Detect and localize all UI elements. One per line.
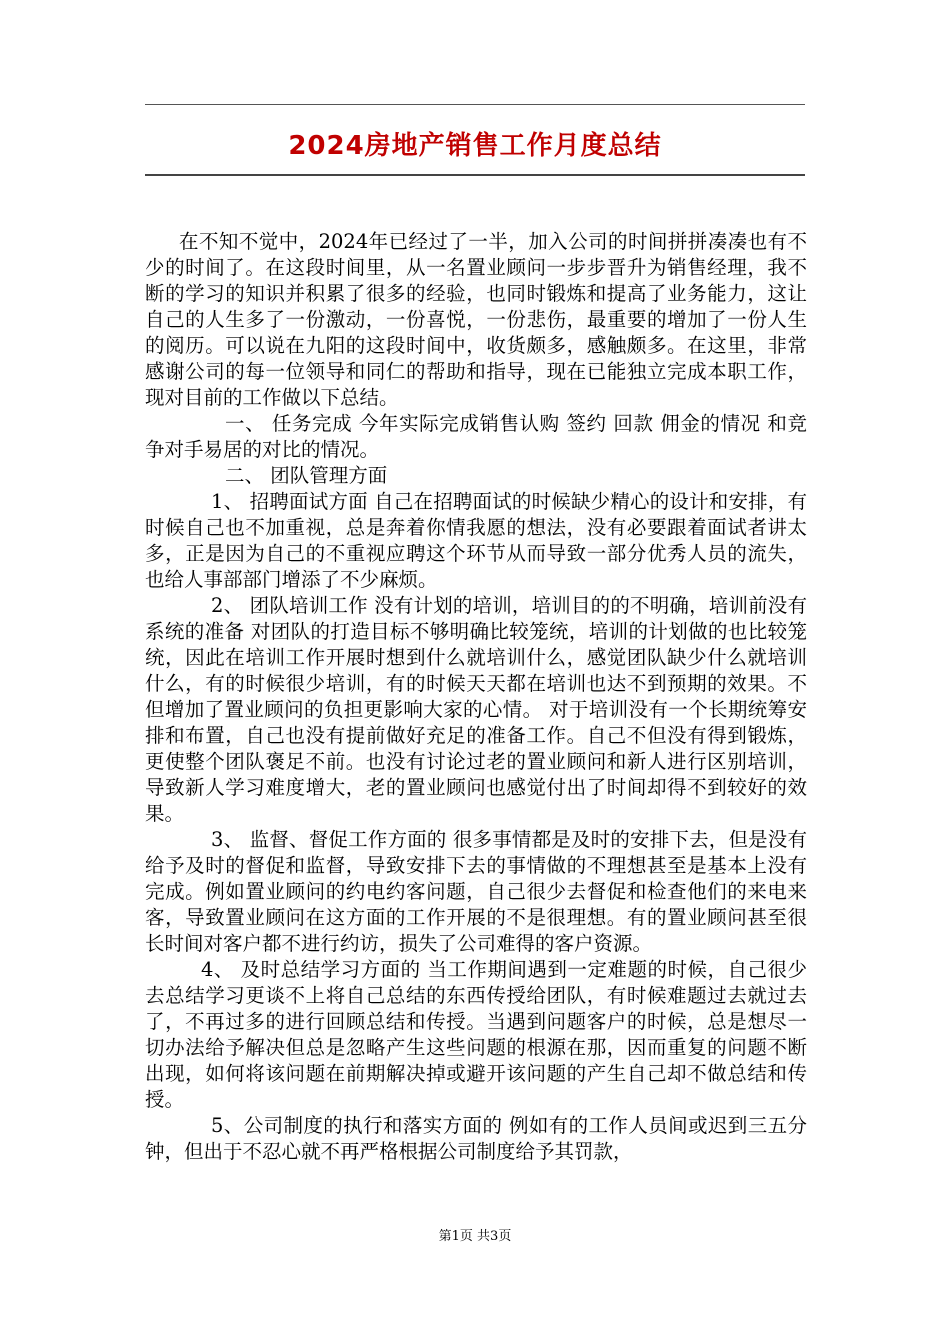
paragraph: 5、公司制度的执行和落实方面的 例如有的工作人员间或迟到三五分钟，但出于不忍心就不再严格根据公司制度给予其罚款， xyxy=(145,1114,807,1163)
page-number: 第1页 共3页 xyxy=(438,1229,512,1244)
paragraph: 2、 团队培训工作 没有计划的培训，培训目的的不明确，培训前没有系统的准备 对团队的打造目标不够明确比较笼统，培训的计划做的也比较笼统，因此在培训工作开展时想到什么就培训什么，感觉团队缺少什么就培训什么，有的时候很少培训，有的时候天天都在培训也达不到预期的效果。不但增加了置业顾问的负担更影响大家的心情。 对于培训没有一个长期统筹安排和布置，自己也没有提前做好充足的准备工作。自己不但没有得到锻炼，更使整个团队褒足不前。也没有讨论过老的置业顾问和新人进行区别培训，导致新人学习难度增大，老的置业顾问也感觉付出了时间却得不到较好的效果。 xyxy=(145,594,807,825)
paragraph: 二、 团队管理方面 xyxy=(225,464,388,487)
paragraph: 在不知不觉中，2024年已经过了一半，加入公司的时间拼拼凑凑也有不少的时间了。在这段时间里，从一名置业顾问一步步晋升为销售经理，我不断的学习的知识并积累了很多的经验，也同时锻炼和提高了业务能力，这让自己的人生多了一份激动，一份喜悦，一份悲伤，最重要的增加了一份人生的阅历。可以说在九阳的这段时间中，收货颇多，感触颇多。在这里，非常感谢公司的每一位领导和同仁的帮助和指导，现在已能独立完成本职工作，现对目前的工作做以下总结。 xyxy=(145,230,807,409)
paragraph: 一、 任务完成 今年实际完成销售认购 签约 回款 佣金的情况 和竞争对手易居的对比的情况。 xyxy=(145,412,807,461)
header-rule-top xyxy=(145,104,805,105)
paragraph: 3、 监督、督促工作方面的 很多事情都是及时的安排下去，但是没有给予及时的督促和监督，导致安排下去的事情做的不理想甚至是基本上没有完成。例如置业顾问的约电约客问题，自己很少去督促和检查他们的来电来客，导致置业顾问在这方面的工作开展的不是很理想。有的置业顾问甚至很长时间对客户都不进行约访，损失了公司难得的客户资源。 xyxy=(145,828,807,955)
document-body xyxy=(145,229,807,1165)
paragraph: 4、 及时总结学习方面的 当工作期间遇到一定难题的时候，自己很少去总结学习更谈不上将自己总结的东西传授给团队，有时候难题过去就过去了，不再过多的进行回顾总结和传授。当遇到问题客户的时候，总是想尽一切办法给予解决但总是忽略产生这些问题的根源在那，因而重复的问题不断出现，如何将该问题在前期解决掉或避开该问题的产生自己却不做总结和传授。 xyxy=(145,958,807,1111)
paragraph: 1、 招聘面试方面 自己在招聘面试的时候缺少精心的设计和安排，有时候自己也不加重视，总是奔着你情我愿的想法，没有必要跟着面试者讲太多，正是因为自己的不重视应聘这个环节从而导致一部分优秀人员的流失，也给人事部部门增添了不少麻烦。 xyxy=(145,490,807,591)
header-rule-bottom xyxy=(145,174,805,176)
document-title: 2024房地产销售工作月度总结 xyxy=(288,131,662,161)
